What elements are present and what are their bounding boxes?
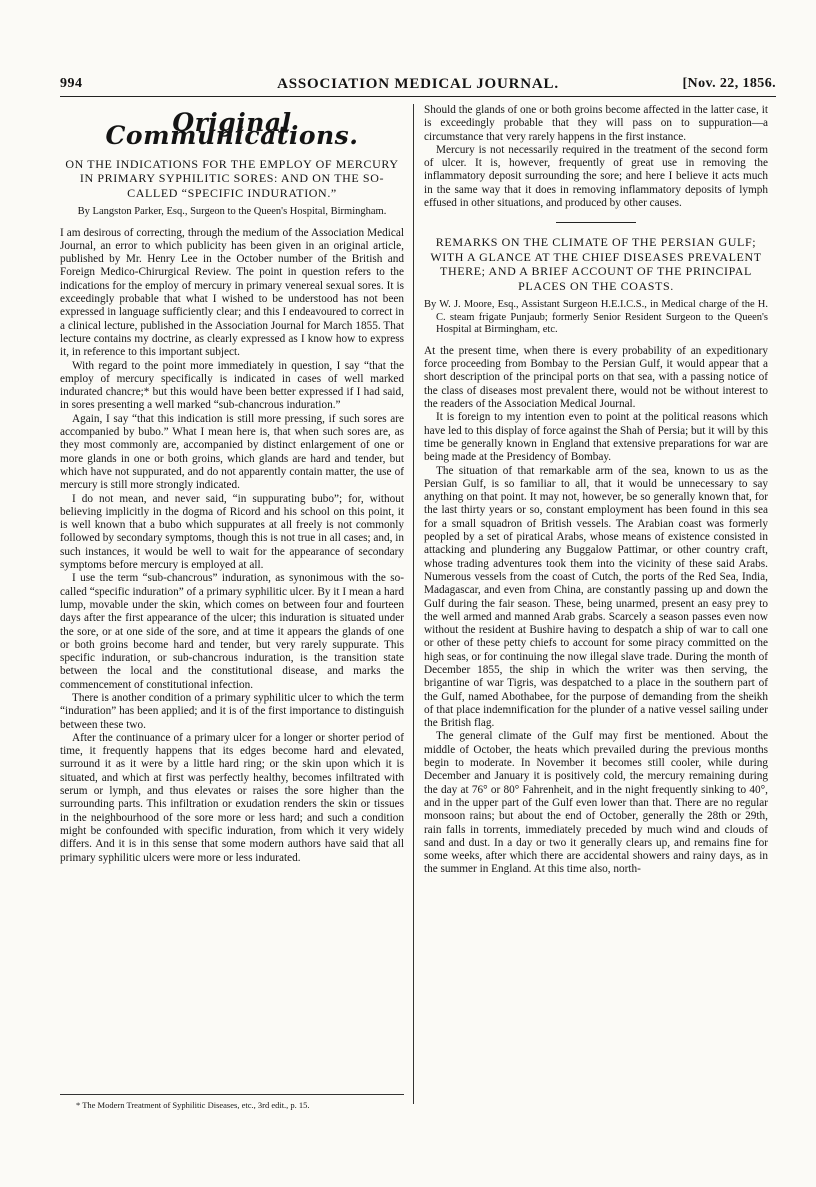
issue-date: [Nov. 22, 1856. (682, 76, 776, 91)
article-title: REMARKS ON THE CLIMATE OF THE PERSIAN GULF; WITH A GLANCE AT THE CHIEF DISEASES PREVALENT THERE; AND A BRIEF ACCOUNT OF THE PRINCIPAL PLACES ON THE COASTS. (430, 235, 762, 293)
paragraph: After the continuance of a primary ulcer for a longer or shorter period of time, it frequently happens that its edges become hard and elevated, surround it as it were by a little hard ring; or the skin upon which it is situated, and which at first was perfectly healthy, becomes infiltrated with serum or lymph, and thus elevates or raises the sore higher than the surrounding parts. This infiltration or exudation renders the skin or tissues in the neighbourhood of the sore more or less hard; and such a condition might be confounded with specific induration, from which it very widely differs. And it is in this sense that some modern authors have said that all primary syphilitic ulcers were more or less indurated. (60, 731, 404, 864)
paragraph: I use the term “sub-chancrous” induration, as synonimous with the so-called “specific induration” of a primary syphilitic ulcer. By it I mean a hard lump, movable under the skin, which comes on between four and fourteen days after the first appearance of the ulcer; this induration is situated under the sore, or at one side of the sore, and at time it appears the glands of one or both groins become hard and tender, but very rarely suppurate. This specific induration, or sub-chancrous induration, is the transition state between the local and the constitutional disease, and marks the commencement of constitutional infection. (60, 572, 404, 691)
paragraph: I do not mean, and never said, “in suppurating bubo”; for, without believing implicitly in the dogma of Ricord and his school on this point, it is well known that a bubo which suppurates at all freely is not commonly followed by secondary symptoms, though this is not true in all cases; and, in such instances, it would be well to wait for the appearance of secondary symptoms before mercury is employed at all. (60, 492, 405, 572)
footnote: * The Modern Treatment of Syphilitic Diseases, etc., 3rd edit., p. 15. (76, 1100, 310, 1110)
running-header (60, 70, 776, 96)
article-byline: By W. J. Moore, Esq., Assistant Surgeon H.E.I.C.S., in Medical charge of the H. C. steam frigate Punjaub; formerly Senior Resident Surgeon to the Queen's Hospital at Birmingham, etc. (424, 299, 768, 336)
article-byline: By Langston Parker, Esq., Surgeon to the Queen's Hospital, Birmingham. (77, 206, 387, 218)
paragraph: At the present time, when there is every probability of an expeditionary force proceeding from Bombay to the Persian Gulf, it would appear that a short description of the principal ports on that sea, with a passing notice of the class of diseases most prevalent there, would not be without interest to the readers of the Association Medical Journal. (424, 344, 768, 411)
left-column (60, 104, 404, 865)
right-column (424, 104, 768, 877)
column-divider (413, 104, 414, 1104)
article-title: ON THE INDICATIONS FOR THE EMPLOY OF MERCURY IN PRIMARY SYPHILITIC SORES: AND ON THE SO-CALLED “SPECIFIC INDURATION.” (65, 156, 399, 200)
paragraph: With regard to the point more immediately in question, I say “that the employ of mercury specifically is indicated in cases of well marked indurated chancre;* but this would have been better expressed if I had said, in sores presenting a well marked “sub-chancrous induration.” (60, 359, 404, 412)
section-title: Original Communications. (105, 108, 359, 151)
paragraph: I am desirous of correcting, through the medium of the Association Medical Journal, an error to which publicity has been given in an original article, published by Mr. Henry Lee in the October number of the British and Foreign Medico-Chirurgical Review. The point in question refers to the indications for the employ of mercury in primary venereal sexual sores. It is exceedingly probable that what I wished to be understood has not been expressed in language sufficiently clear; and this I endeavoured to correct in a clinical lecture, published in the Association Journal for March 1855. That lecture contains my doctrine, as clearly expressed as I know how to express it, in reference to this important subject. (60, 226, 404, 359)
paragraph: Again, I say “that this indication is still more pressing, if such sores are accompanied by bubo.” What I mean here is, that when such sores are, as they most commonly are, accompanied by distinct enlargement of one or more glands in one or both groins, which glands are hard and tender, but which have not suppurated, and do not apparently contain matter, the use of mercury is still more strongly indicated. (60, 412, 404, 492)
paragraph: It is foreign to my intention even to point at the political reasons which have led to this display of force against the Shah of Persia; but it will by this time be generally known in England that extensive preparations for war are being made at the Presidency of Bombay. (424, 411, 768, 464)
footnote-rule (60, 1094, 404, 1095)
paragraph: Should the glands of one or both groins become affected in the latter case, it is exceedingly probable that they will pass on to suppuration—a circumstance that very rarely happens in the first instance. (424, 104, 768, 143)
article-separator (556, 222, 636, 223)
paragraph: The situation of that remarkable arm of the sea, known to us as the Persian Gulf, is so familiar to all, that it would be unnecessary to say anything on that point. It may not, however, be so generally known that, for the last thirty years or so, constant employment has been found in this sea for a small squadron of British vessels. The Arabian coast was formerly peopled by a set of piratical Arabs, whose means of existence consisted in attacking and plundering any Buggalow Pattimar, or other country craft, whose trading adventures took them into the vicinity of these said Arabs. Numerous vessels from the coast of Cutch, the ports of the Red Sea, India, Madagascar, and even from China, are constantly passing up and down the Gulf during the fair season. These, being unarmed, present an easy prey to the well armed and manned Arab grabs. Scarcely a season passes even now without the resident at Bushire having to despatch a ship of war to call one or other of these petty chiefs to account for some piracy committed on the high seas, or for continuing the now illegal slave trade. During the month of December 1855, the ship in which the writer was then serving, the brigantine of war Tigris, was despatched to a place in the southern part of the Gulf, named Abothabee, for the purpose of demanding from the sheikh of that place indemnification for the plunder of a native vessel sailing under the British flag. (424, 464, 768, 730)
paragraph: Mercury is not necessarily required in the treatment of the second form of ulcer. It is, however, frequently of great use in removing the inflammatory deposit surrounding the sore; and here I believe it acts much in the same way that it does in removing inflammatory deposits of lymph effused in other situations, and produced by other causes. (424, 143, 768, 210)
paragraph: The general climate of the Gulf may first be mentioned. About the middle of October, the heats which prevailed during the previous months begin to moderate. In November it becomes still cooler, while during December and January it is positively cold, the mercury remaining during the day at 76° or 80° Fahrenheit, and in the night frequently sinking to 40°, and in the upper part of the Gulf even lower than that. There are no regular monsoon rains; but about the end of October, generally the 28th or 29th, rain falls in torrents, immediately preceded by much wind and clouds of sand and dust. In a day or two it generally clears up, and remains fine for some weeks, after which there are accidental showers and rainy days, as in the summer in England. At this time also, north- (424, 730, 768, 876)
page-number: 994 (60, 76, 83, 91)
journal-title: ASSOCIATION MEDICAL JOURNAL. (277, 76, 559, 92)
paragraph: There is another condition of a primary syphilitic ulcer to which the term “induration” has been applied; and it is of the first importance to distinguish between these two. (60, 691, 404, 731)
header-rule (60, 96, 776, 97)
